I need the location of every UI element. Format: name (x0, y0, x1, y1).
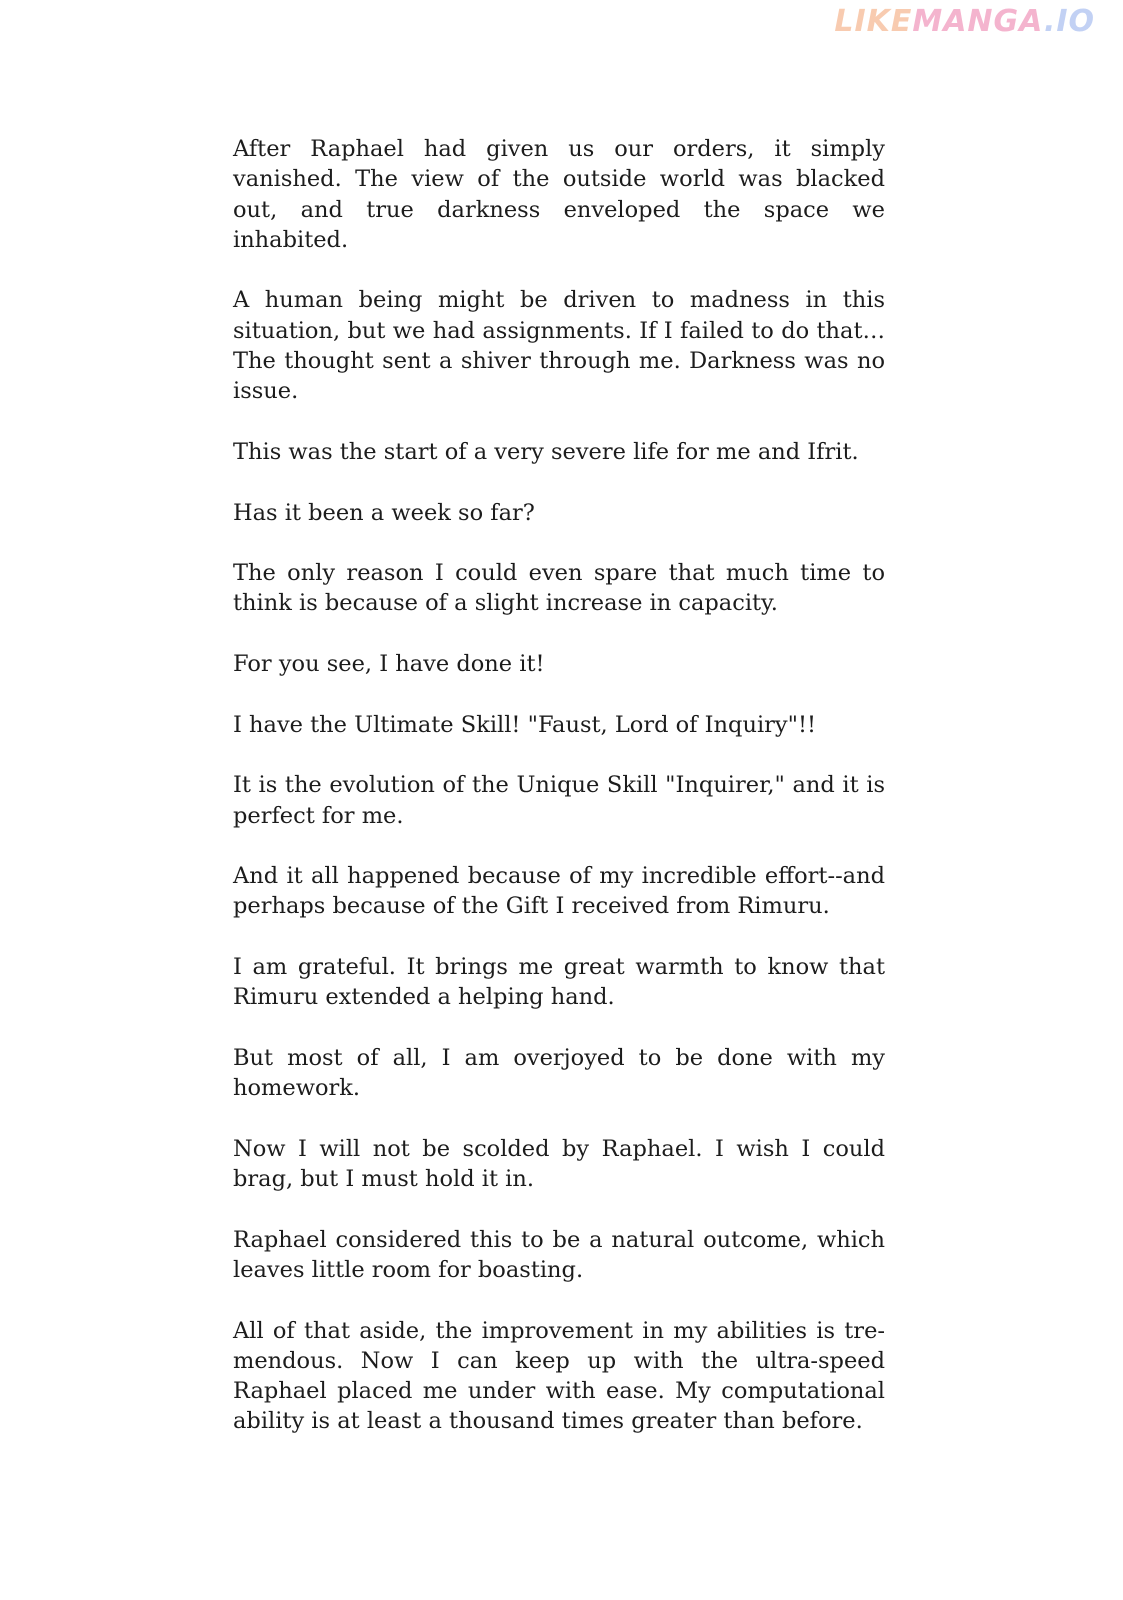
paragraph: Now I will not be scolded by Raphael. I wish I could brag, but I must hold it in. (233, 1135, 885, 1193)
paragraph: Has it been a week so far? (233, 499, 535, 526)
paragraph: But most of all, I am overjoyed to be done with my homework. (233, 1044, 885, 1102)
watermark-part-1: LIKE (834, 4, 913, 39)
paragraph: For you see, I have done it! (233, 651, 545, 678)
watermark-part-3: .IO (1043, 4, 1095, 39)
body-text (233, 134, 885, 1467)
paragraph: Raphael considered this to be a natural outcome, which leaves little room for boasting. (233, 1226, 885, 1283)
paragraph: This was the start of a very severe life for me and Ifrit. (233, 438, 859, 465)
paragraph: And it all happened because of my incredible effort--and perhaps because of the Gift I received from Rimuru. (233, 863, 885, 920)
watermark-logo (834, 4, 1095, 39)
paragraph: The only reason I could even spare that much time to think is because of a slight increase in capacity. (233, 560, 885, 617)
paragraph: I have the Ultimate Skill! "Faust, Lord of Inquiry"!! (233, 711, 817, 738)
paragraph: After Raphael had given us our orders, it simply vanished. The view of the outside world was blacked out, and true darkness enveloped the space we inhabited. (233, 136, 885, 253)
paragraph: It is the evolution of the Unique Skill "Inquirer," and it is perfect for me. (233, 772, 885, 829)
paragraph: All of that aside, the improvement in my abilities is tremendous. Now I can keep up with the ultra-speed Raphael placed me under with ease. My computational ability is at least a thousand times greater than before. (233, 1317, 885, 1435)
paragraph: I am grateful. It brings me great warmth to know that Rimuru extended a helping hand. (233, 954, 885, 1011)
watermark-part-2: MANGA (912, 4, 1044, 39)
paragraph: A human being might be driven to madness in this situation, but we had assignments. If I failed to do that… The thought sent a shiver through me. Darkness was no issue. (233, 287, 885, 405)
